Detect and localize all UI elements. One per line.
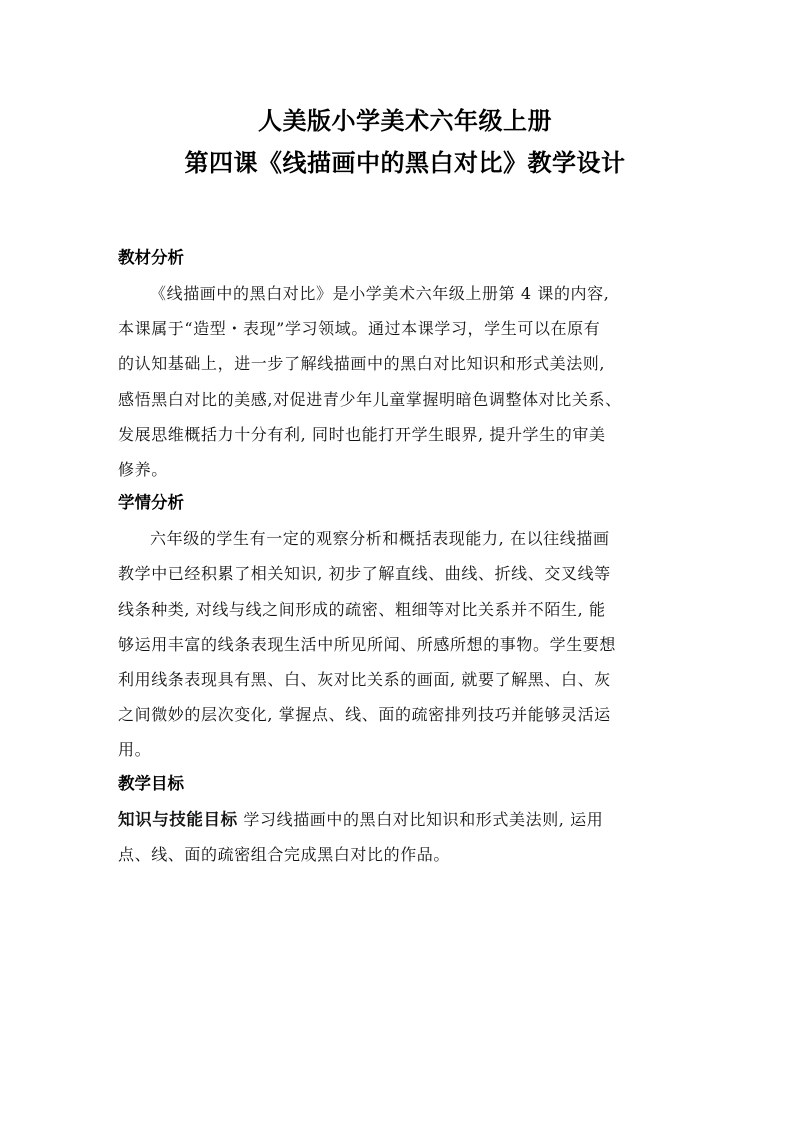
text-line: 线条种类, 对线与线之间形成的疏密、粗细等对比关系并不陌生, 能 <box>118 599 606 619</box>
text-line: 利用线条表现具有黑、白、灰对比关系的画面, 就要了解黑、白、灰 <box>118 670 611 690</box>
text-line: 的认知基础上，进一步了解线描画中的黑白对比知识和形式美法则, <box>118 354 606 374</box>
section-heading-student-analysis: 学情分析 <box>118 493 184 513</box>
text-line: 发展思维概括力十分有利, 同时也能打开学生眼界, 提升学生的审美 <box>118 424 606 444</box>
text-line: 《线描画中的黑白对比》是小学美术六年级上册第 4 课的内容, <box>150 284 610 303</box>
document-title-line2: 第四课《线描画中的黑白对比》教学设计 <box>184 149 626 177</box>
objective-line: 点、线、面的疏密组合完成黑白对比的作品。 <box>118 844 451 864</box>
section-teaching-goals <box>118 772 684 872</box>
section-student-analysis <box>118 491 684 767</box>
knowledge-skill-objective <box>118 802 684 872</box>
text-line: 六年级的学生有一定的观察分析和概括表现能力, 在以往线描画 <box>150 529 610 549</box>
section-textbook-analysis <box>118 246 684 487</box>
text-line: 够运用丰富的线条表现生活中所见所闻、所感所想的事物。学生要想 <box>118 634 617 654</box>
paragraph-student-analysis <box>118 521 684 767</box>
objective-text: 学习线描画中的黑白对比知识和形式美法则, 运用 <box>237 809 604 829</box>
objective-label: 知识与技能目标 <box>118 809 238 829</box>
objective-line <box>118 802 684 837</box>
text-line: 用。 <box>118 740 152 760</box>
text-line: 修养。 <box>118 460 168 480</box>
document-title-line1: 人美版小学美术六年级上册 <box>258 107 552 135</box>
text-line: 教学中已经积累了相关知识, 初步了解直线、曲线、折线、交叉线等 <box>118 564 611 584</box>
section-heading-teaching-goals: 教学目标 <box>118 773 184 793</box>
text-line: 之间微妙的层次变化, 掌握点、线、面的疏密排列技巧并能够灵活运 <box>118 705 611 725</box>
text-line: 感悟黑白对比的美感,对促进青少年儿童掌握明暗色调整体对比关系、 <box>118 389 622 409</box>
text-line: 本课属于“造型・表现”学习领域。通过本课学习，学生可以在原有 <box>118 319 601 339</box>
section-heading-textbook-analysis: 教材分析 <box>118 248 184 267</box>
paragraph-textbook-analysis <box>118 276 684 487</box>
title-block <box>118 0 692 184</box>
